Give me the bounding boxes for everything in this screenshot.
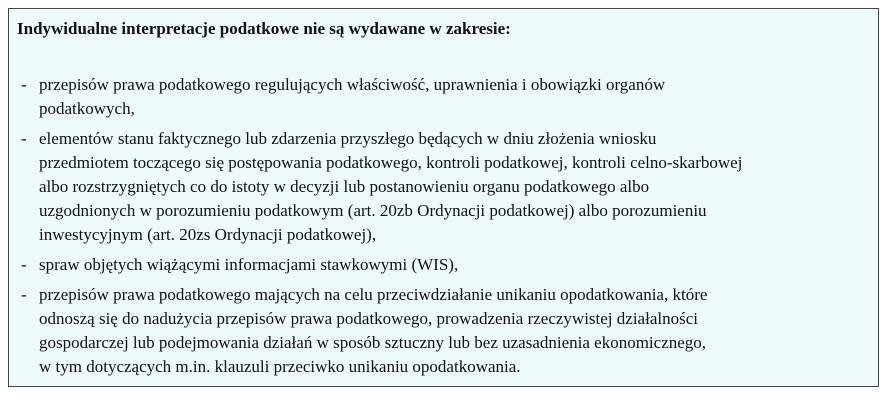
list-item-text: podatkowych, [39, 99, 135, 118]
list-bullet: - [21, 285, 27, 304]
list-item-text: odnoszą się do nadużycia przepisów prawa podatkowego, prowadzenia rzeczywistej działalności [39, 309, 698, 328]
list-item [17, 283, 868, 379]
list-bullet: - [21, 75, 27, 94]
list-bullet: - [21, 129, 27, 148]
list-bullet: - [21, 255, 27, 274]
list-item [17, 73, 868, 121]
box-title: Indywidualne interpretacje podatkowe nie są wydawane w zakresie: [17, 19, 511, 38]
list-item-text: spraw objętych wiążącymi informacjami stawkowymi (WIS), [39, 255, 459, 274]
list-item-text: uzgodnionych w porozumieniu podatkowym (art. 20zb Ordynacji podatkowej) albo porozumieniu [39, 201, 707, 220]
list-item [17, 127, 868, 247]
list-item-text: w tym dotyczących m.in. klauzuli przeciwko unikaniu opodatkowania. [39, 357, 521, 376]
exclusion-list [17, 73, 868, 385]
list-item-text: albo rozstrzygniętych co do istoty w decyzji lub postanowieniu organu podatkowego albo [39, 177, 650, 196]
list-item [17, 253, 868, 277]
list-item-text: gospodarczej lub podejmowania działań w sposób sztuczny lub bez uzasadnienia ekonomicznego, [39, 333, 707, 352]
list-item-text: przedmiotem toczącego się postępowania podatkowego, kontroli podatkowej, kontroli celno-skarbowej [39, 153, 743, 172]
list-item-text: inwestycyjnym (art. 20zs Ordynacji podatkowej), [39, 225, 377, 244]
list-item-text: przepisów prawa podatkowego mających na celu przeciwdziałanie unikaniu opodatkowania, które [39, 285, 708, 304]
list-item-text: elementów stanu faktycznego lub zdarzenia przyszłego będących w dniu złożenia wniosku [39, 129, 657, 148]
list-item-text: przepisów prawa podatkowego regulujących właściwość, uprawnienia i obowiązki organów [39, 75, 666, 94]
info-box [8, 8, 879, 387]
